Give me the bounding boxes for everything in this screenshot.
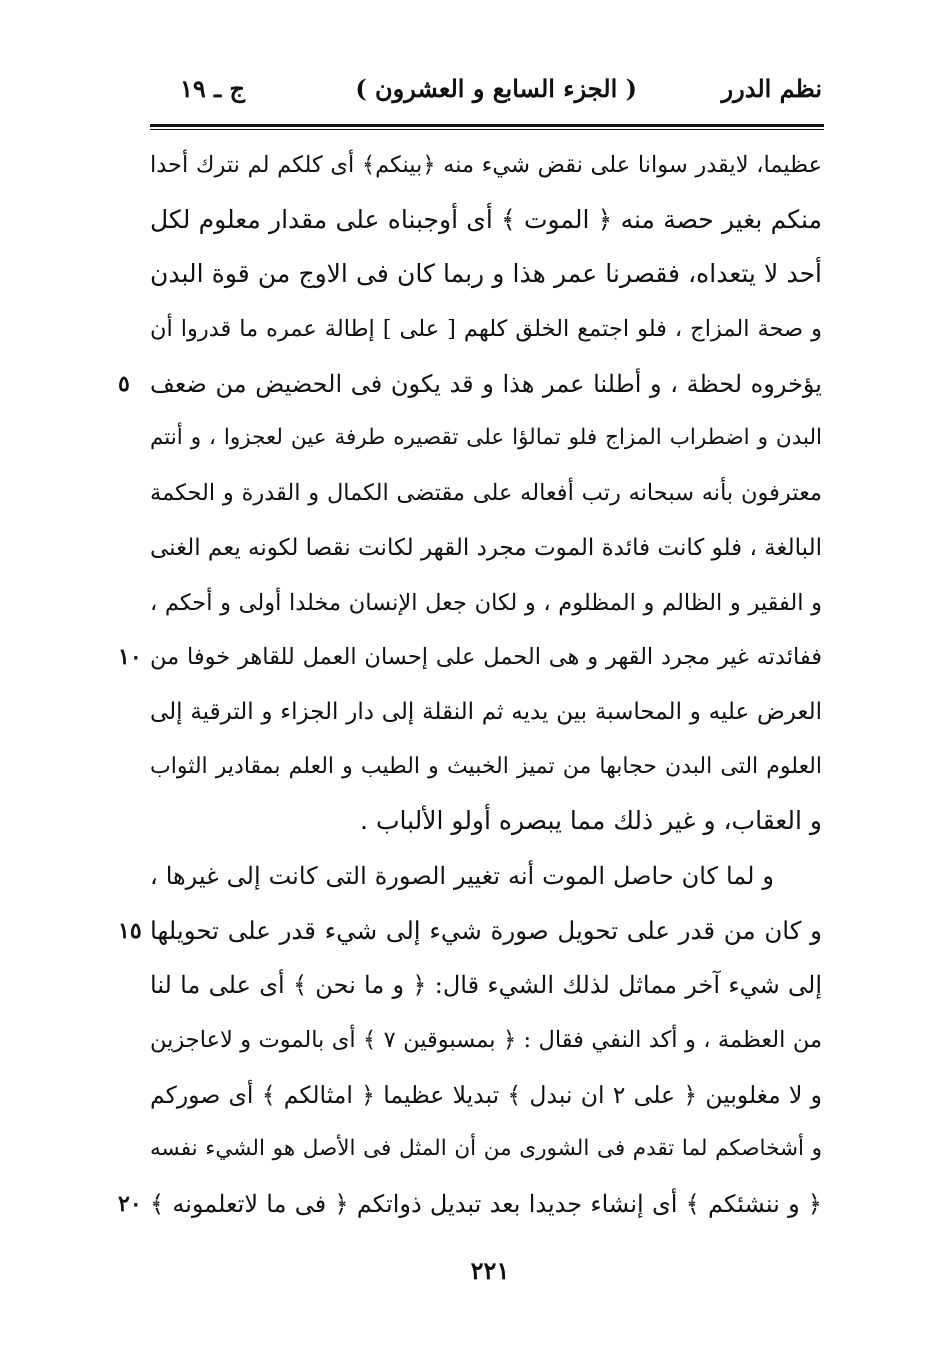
- text-line: [118, 357, 822, 412]
- line-text: عظيما، لايقدر سوانا على نقض شيء منه ﴿بينكم﴾ أى كلكم لم نترك أحدا: [150, 152, 822, 178]
- line-text: البدن و اضطراب المزاج فلو تمالؤا على تقصيره طرفة عين لعجزوا ، و أنتم: [150, 425, 822, 451]
- text-line: [150, 302, 822, 357]
- text-line: [150, 193, 822, 248]
- text-line: [150, 521, 822, 576]
- line-text: و أشخاصكم لما تقدم فى الشورى من أن المثل فى الأصل هو الشيء نفسه: [150, 1136, 822, 1162]
- line-text: البالغة ، فلو كانت فائدة الموت مجرد القهر لكانت نقصا لكونه يعم الغنى: [150, 534, 822, 561]
- book-title: نظم الدرر: [721, 74, 822, 103]
- body-text: [118, 138, 822, 1232]
- text-line: [150, 794, 822, 849]
- line-text: و صحة المزاج ، فلو اجتمع الخلق كلهم [ على ] إطالة عمره ما قدروا أن: [150, 316, 822, 343]
- text-line: [118, 904, 822, 959]
- line-text: و كان من قدر على تحويل صورة شيء إلى شيء قدر على تحويلها: [150, 915, 822, 945]
- line-text: العرض عليه و المحاسبة بين يديه ثم النقلة إلى دار الجزاء و الترقية إلى: [150, 698, 822, 725]
- line-number: ١٥: [118, 917, 142, 944]
- line-text: أحد لا يتعداه، فقصرنا عمر هذا و ربما كان فى الاوج من قوة البدن: [150, 259, 822, 289]
- text-line: [150, 685, 822, 740]
- part-title: ( الجزء السابع و العشرون ): [355, 74, 637, 103]
- text-line: [118, 630, 822, 685]
- text-line: [118, 1177, 822, 1232]
- text-line: [150, 1122, 822, 1177]
- text-line: [150, 740, 822, 795]
- page-number: ٢٢١: [470, 1256, 510, 1285]
- line-text: و لما كان حاصل الموت أنه تغيير الصورة التى كانت إلى غيرها ،: [150, 861, 774, 890]
- line-text: إلى شيء آخر مماثل لذلك الشيء قال: ﴿ و ما نحن ﴾ أى على ما لنا: [150, 971, 822, 1000]
- text-line: [150, 1013, 822, 1068]
- part-number: ج ـ ١٩: [180, 74, 246, 103]
- text-line: [150, 138, 822, 193]
- line-text: و الفقير و الظالم و المظلوم ، و لكان جعل الإنسان مخلدا أولى و أحكم ،: [150, 589, 822, 616]
- text-line: [150, 958, 822, 1013]
- line-number: ٥: [118, 370, 130, 397]
- text-line: [150, 1068, 822, 1123]
- line-text: ﴿ و ننشئكم ﴾ أى إنشاء جديدا بعد تبديل ذواتكم ﴿ فى ما لاتعلمونه ﴾: [150, 1190, 822, 1219]
- line-text: و العقاب، و غير ذلك مما يبصره أولو الألباب .: [360, 806, 822, 836]
- text-line: [150, 411, 822, 466]
- line-text: معترفون بأنه سبحانه رتب أفعاله على مقتضى الكمال و القدرة و الحكمة: [150, 480, 822, 507]
- running-header: [150, 74, 822, 114]
- line-text: منكم بغير حصة منه ﴿ الموت ﴾ أى أوجبناه على مقدار معلوم لكل: [150, 204, 822, 234]
- line-number: ٢٠: [118, 1191, 142, 1218]
- line-text: ففائدته غير مجرد القهر و هى الحمل على إحسان العمل للقاهر خوفا من: [150, 644, 822, 671]
- line-number: ١٠: [118, 644, 142, 671]
- line-text: من العظمة ، و أكد النفي فقال : ﴿ بمسبوقين ٧ ﴾ أى بالموت و لاعاجزين: [150, 1027, 822, 1053]
- header-rule-thick: [150, 124, 824, 127]
- text-line: [150, 576, 822, 631]
- text-line: [150, 247, 822, 302]
- text-line: [150, 849, 822, 904]
- header-rule-thin: [150, 129, 824, 130]
- line-text: العلوم التى البدن حجابها من تميز الخبيث و الطيب و العلم بمقادير الثواب: [150, 753, 822, 779]
- text-line: [150, 466, 822, 521]
- line-text: يؤخروه لحظة ، و أطلنا عمر هذا و قد يكون فى الحضيض من ضعف: [150, 369, 822, 398]
- line-text: و لا مغلوبين ﴿ على ٢ ان نبدل ﴾ تبديلا عظيما ﴿ امثالكم ﴾ أى صوركم: [150, 1080, 822, 1109]
